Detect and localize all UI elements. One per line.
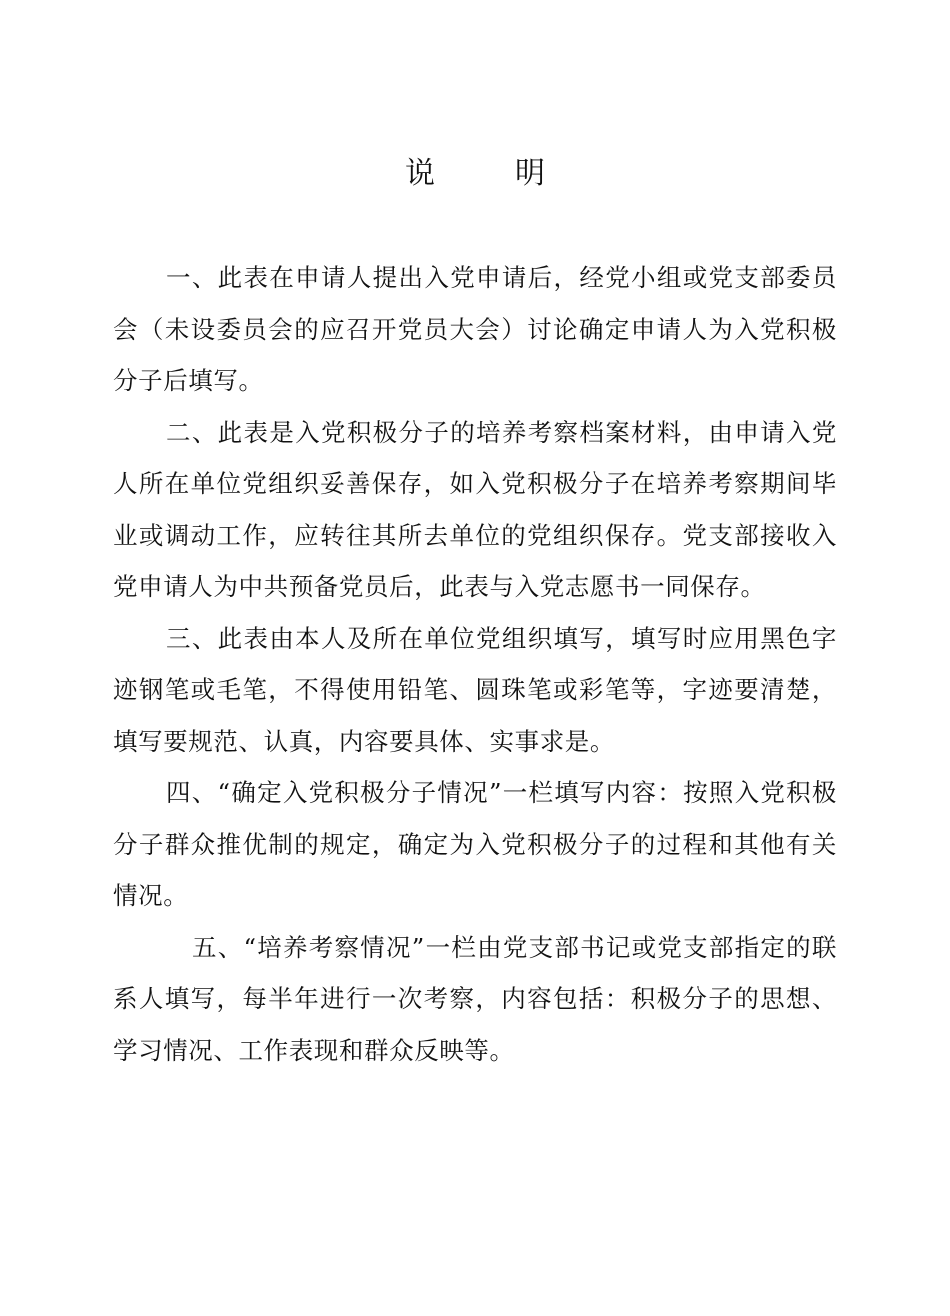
instruction-paragraph-5: 五、“培养考察情况”一栏由党支部书记或党支部指定的联系人填写，每半年进行一次考察，内容包括：积极分子的思想、学习情况、工作表现和群众反映等。	[113, 932, 837, 1065]
instruction-paragraph-3: 三、此表由本人及所在单位党组织填写，填写时应用黑色字迹钢笔或毛笔，不得使用铅笔、圆珠笔或彩笔等，字迹要清楚，填写要规范、认真，内容要具体、实事求是。	[113, 623, 837, 756]
page-title-right: 明	[515, 156, 545, 191]
page-title-left: 说	[405, 156, 435, 191]
instruction-paragraph-4: 四、“确定入党积极分子情况”一栏填写内容：按照入党积极分子群众推优制的规定，确定为入党积极分子的过程和其他有关情况。	[113, 778, 837, 910]
instruction-paragraph-1: 一、此表在申请人提出入党申请后，经党小组或党支部委员会（未设委员会的应召开党员大会）讨论确定申请人为入党积极分子后填写。	[113, 263, 837, 395]
instruction-paragraph-2: 二、此表是入党积极分子的培养考察档案材料，由申请入党人所在单位党组织妥善保存，如入党积极分子在培养考察期间毕业或调动工作，应转往其所去单位的党组织保存。党支部接收入党申请人为中共预备党员后，此表与入党志愿书一同保存。	[113, 417, 837, 601]
instructions-body	[113, 252, 837, 1076]
page-title	[0, 148, 950, 200]
